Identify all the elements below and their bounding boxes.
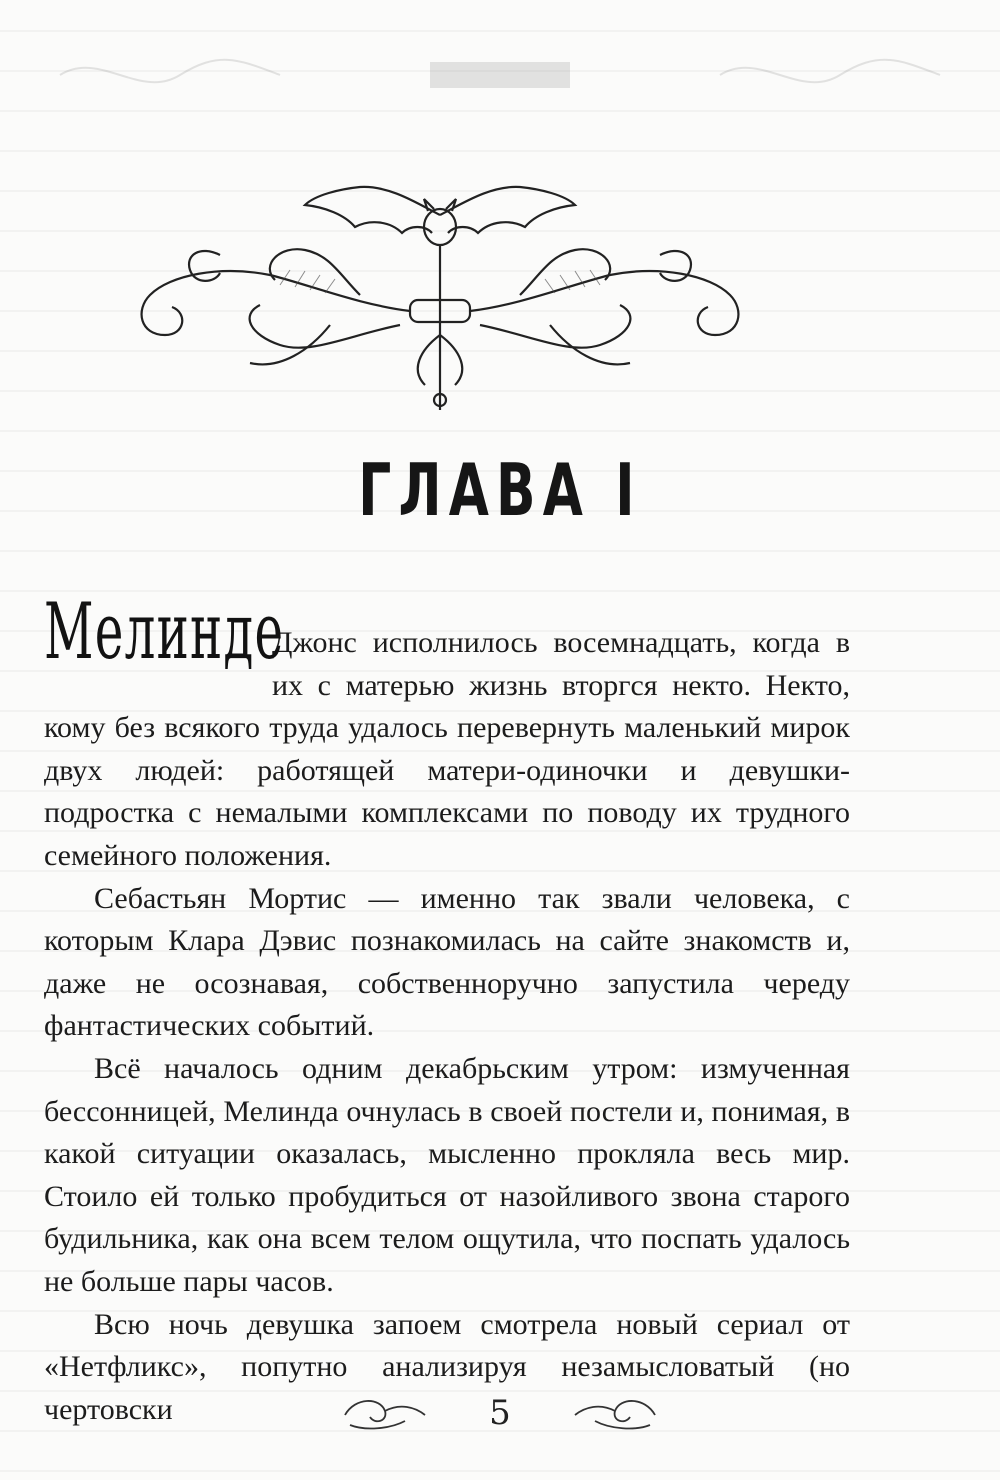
bat-and-scroll-ornament xyxy=(110,175,770,425)
paragraph-text: Джонс исполнилось восемнадцать, когда в их с матерью жизнь вторгся некто. Некто, кому без всякого труда удалось перевернуть маленький мирок двух людей: работящей матери-одиночки и девушки-подростка с немалыми комплексами по поводу их трудного семейного положения. xyxy=(44,626,850,872)
paragraph: Себастьян Мортис — именно так звали человека, с которым Клара Дэвис познакомилась на сайте знакомств и, даже не осознавая, собственноручно запустила череду фантастических событий. xyxy=(44,881,850,1043)
header-ornament-ghost xyxy=(40,40,960,110)
first-paragraph xyxy=(44,587,850,878)
dropcap-word: Мелинде xyxy=(44,587,285,677)
chapter-title: ГЛАВА I xyxy=(358,448,642,532)
chapter-body-text xyxy=(44,587,850,1431)
paragraph: Всё началось одним декабрьским утром: измученная бессонницей, Мелинда очнулась в своей постели и, понимая, в какой ситуации оказалась, мысленно прокляла весь мир. Стоило ей только пробудиться от назойливого звона старого будильника, как она всем телом ощутила, что поспать удалось не больше пары часов. xyxy=(44,1051,850,1298)
paragraph: Всю ночь девушка запоем смотрела новый сериал от «Нетфликс», попутно анализируя незамысловатый (но чертовски xyxy=(44,1307,850,1426)
page-number: 5 xyxy=(489,1393,511,1433)
page-footer xyxy=(330,1385,670,1445)
